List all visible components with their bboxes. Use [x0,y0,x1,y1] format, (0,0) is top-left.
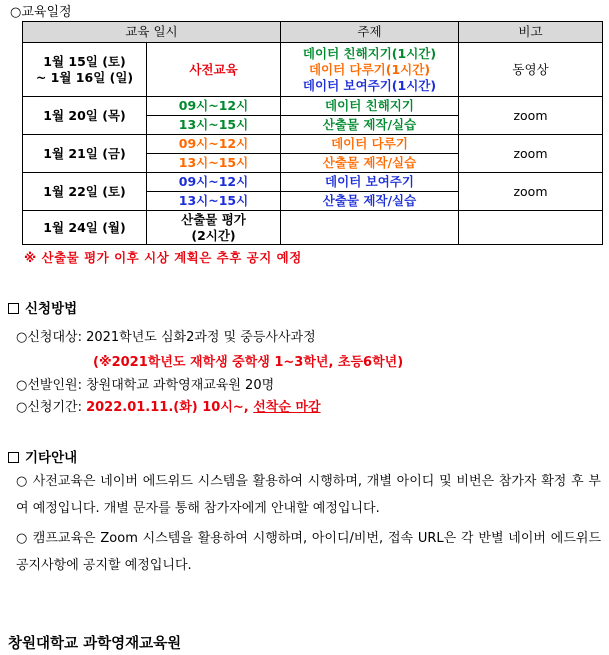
row5-time-line2: (2시간) [191,227,236,243]
table-row [23,97,603,116]
row1-topic3: 데이터 보여주기(1시간) [302,77,437,93]
apply-people-value: 창원대학교 과학영재교육원 20명 [86,378,275,393]
row3-topic1: 데이터 다루기 [281,135,459,154]
apply-people [16,374,274,393]
apply-target-value: 2021학년도 심화2과정 및 중등사사과정 [86,330,316,345]
row1-topic1: 데이터 친해지기(1시간) [302,45,437,61]
row3-topic2: 산출물 제작/실습 [281,154,459,173]
row5-time-line1: 산출물 평가 [181,211,246,227]
row1-topics [281,43,459,97]
row2-topic2: 산출물 제작/실습 [281,116,459,135]
etc-section-title [8,446,77,466]
table-header-row [23,22,603,43]
row2-time1: 09시~12시 [147,97,281,116]
row1-date [23,43,147,97]
row3-note: zoom [459,135,603,173]
header-topic: 주제 [281,22,459,43]
row5-time [147,211,281,245]
row1-time: 사전교육 [147,43,281,97]
row2-date: 1월 20일 (목) [23,97,147,135]
etc-item-2: ○ 캠프교육은 Zoom 시스템을 활용하여 시행하며, 아이디/비번, 접속 URL은 각 반별 네이버 에드위드 공지사항에 공지할 예정입니다. [16,531,601,573]
header-datetime: 교육 일시 [23,22,281,43]
footer-org-name: 창원대학교 과학영재교육원 [8,636,182,652]
checkbox-icon [8,452,19,463]
row4-date: 1월 22일 (토) [23,173,147,211]
table-row [23,173,603,192]
etc-item-1: ○ 사전교육은 네이버 에드위드 시스템을 활용하여 시행하며, 개별 아이디 및 비번은 참가자 확정 후 부여 예정입니다. 개별 문자를 통해 참가자에게 안내할 예정입니다. [16,474,601,516]
apply-period-value: 2022.01.11.(화) 10시~, [86,400,254,415]
row4-time1: 09시~12시 [147,173,281,192]
apply-target-note: (※2021학년도 재학생 중학생 1~3학년, 초등6학년) [93,355,404,370]
apply-period-label: ○신청기간: [16,400,87,415]
schedule-footnote: ※ 산출물 평가 이후 시상 계획은 추후 공지 예정 [24,250,302,265]
row1-topic2: 데이터 다루기(1시간) [308,61,431,77]
table-row [23,211,603,245]
row2-note: zoom [459,97,603,135]
row1-date-line1: 1월 15일 (토) [43,53,126,69]
row4-note: zoom [459,173,603,211]
apply-people-label: ○선발인원: [16,378,87,393]
header-note: 비고 [459,22,603,43]
apply-period [16,396,321,415]
row3-time1: 09시~12시 [147,135,281,154]
etc-title-text: 기타안내 [25,450,78,466]
row1-date-line2: ~ 1월 16일 (일) [35,69,134,85]
apply-title-text: 신청방법 [25,301,78,317]
table-row [23,135,603,154]
row5-topic-empty [281,211,459,245]
apply-target [16,326,316,345]
row5-date: 1월 24일 (월) [23,211,147,245]
schedule-table [22,21,603,245]
checkbox-icon [8,303,19,314]
row4-time2: 13시~15시 [147,192,281,211]
row3-date: 1월 21일 (금) [23,135,147,173]
row4-topic1: 데이터 보여주기 [281,173,459,192]
apply-period-deadline: 선착순 마감 [253,400,321,415]
row5-note-empty [459,211,603,245]
schedule-heading: ○교육일정 [10,5,72,20]
row2-time2: 13시~15시 [147,116,281,135]
row4-topic2: 산출물 제작/실습 [281,192,459,211]
apply-target-label: ○신청대상: [16,330,87,345]
row2-topic1: 데이터 친해지기 [281,97,459,116]
row3-time2: 13시~15시 [147,154,281,173]
table-row [23,43,603,97]
apply-section-title [8,297,77,317]
row1-note: 동영상 [459,43,603,97]
